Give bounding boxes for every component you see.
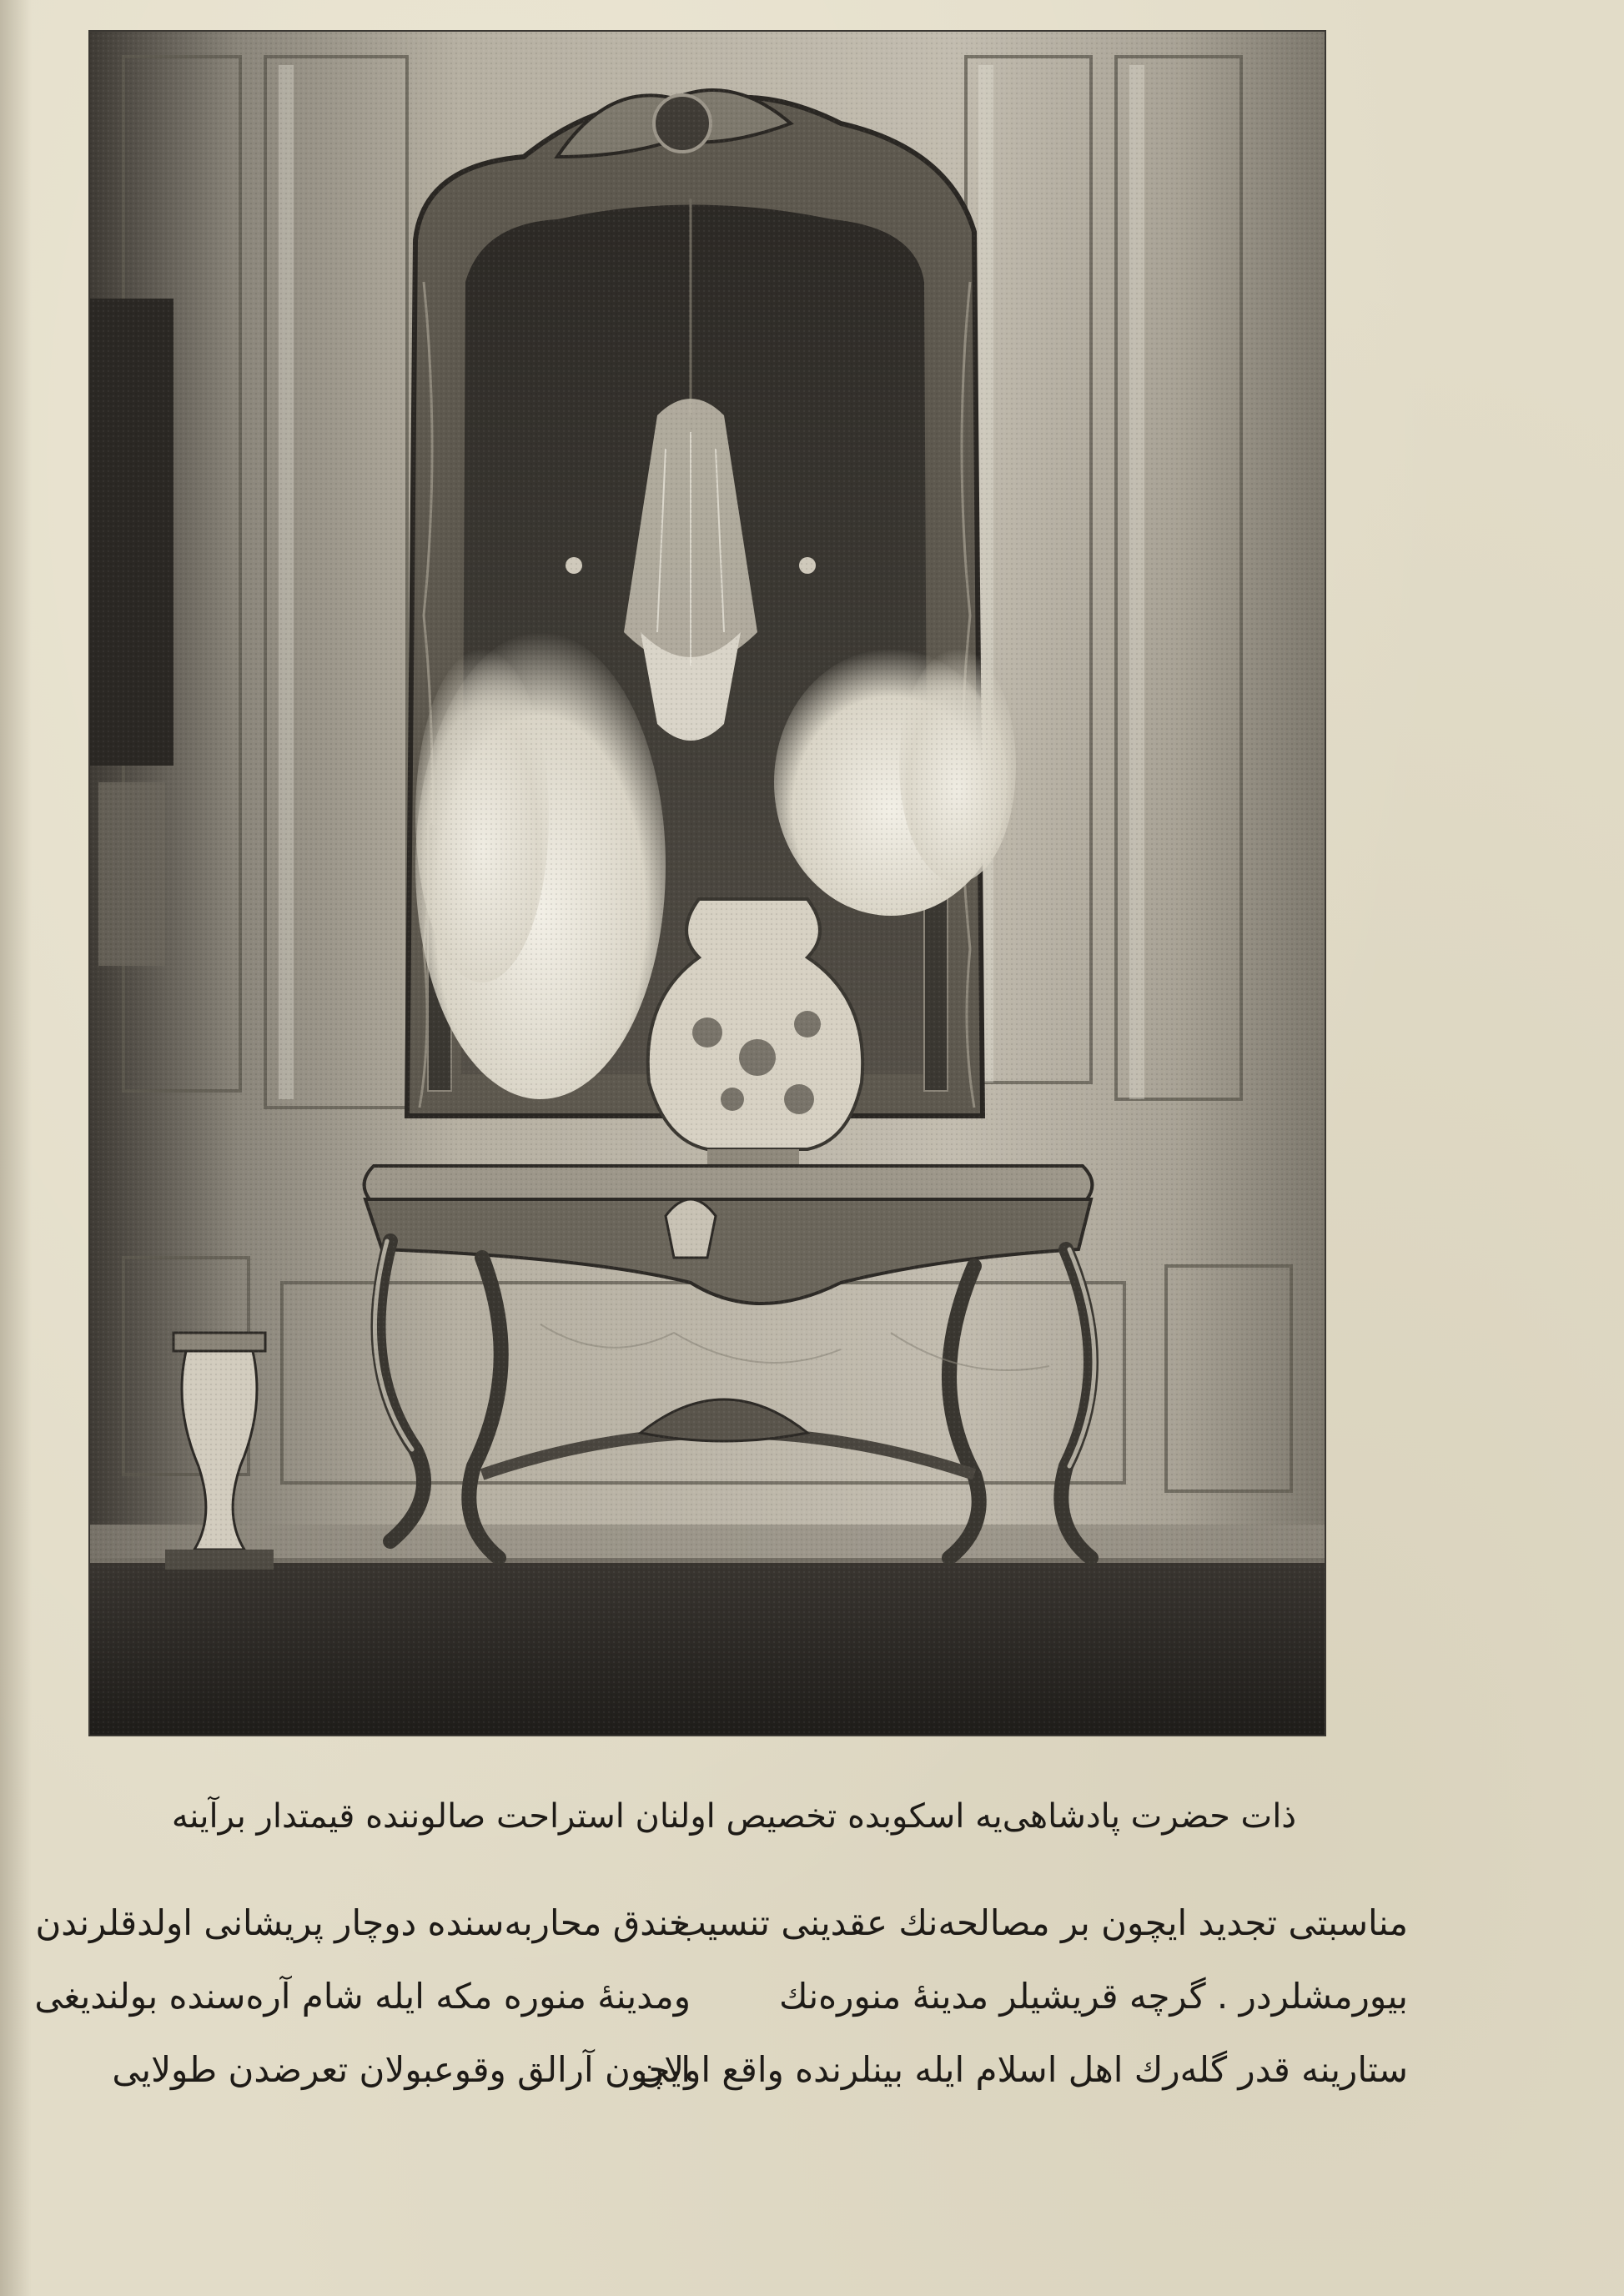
photograph-plate — [90, 32, 1325, 1735]
right-text-column — [638, 1887, 1408, 2107]
page-binding-shadow — [0, 0, 32, 2296]
photo-caption: ذات حضرت پادشاهی‌یه اسکوبده تخصیص اولنان استراحت صالوننده قیمتدار برآینه — [171, 1797, 1297, 1836]
mirror-console-photograph — [90, 32, 1325, 1735]
text-line: خندق محاربه‌سنده دوچار پریشانی اولدقلرندن — [35, 1902, 691, 1943]
text-line: بیورمشلردر . گرچه قریشیلر مدینۀ منوره‌نك — [779, 1976, 1408, 2017]
text-line: ایچون آرالق وقوعبولان تعرضدن طولایی — [112, 2049, 691, 2090]
body-text-block — [34, 1887, 1408, 2137]
left-text-column — [34, 1887, 691, 2107]
text-line: ستارینه قدر گله‌رك اهل اسلام ایله بینلرنده واقع اولان — [638, 2049, 1408, 2090]
text-line: مناسبتی تجدید ایچون بر مصالحه‌نك عقدینی تنسیب — [673, 1902, 1408, 1943]
text-line: ومدینۀ منوره مکه ایله شام آره‌سنده بولندیغی — [34, 1976, 691, 2017]
